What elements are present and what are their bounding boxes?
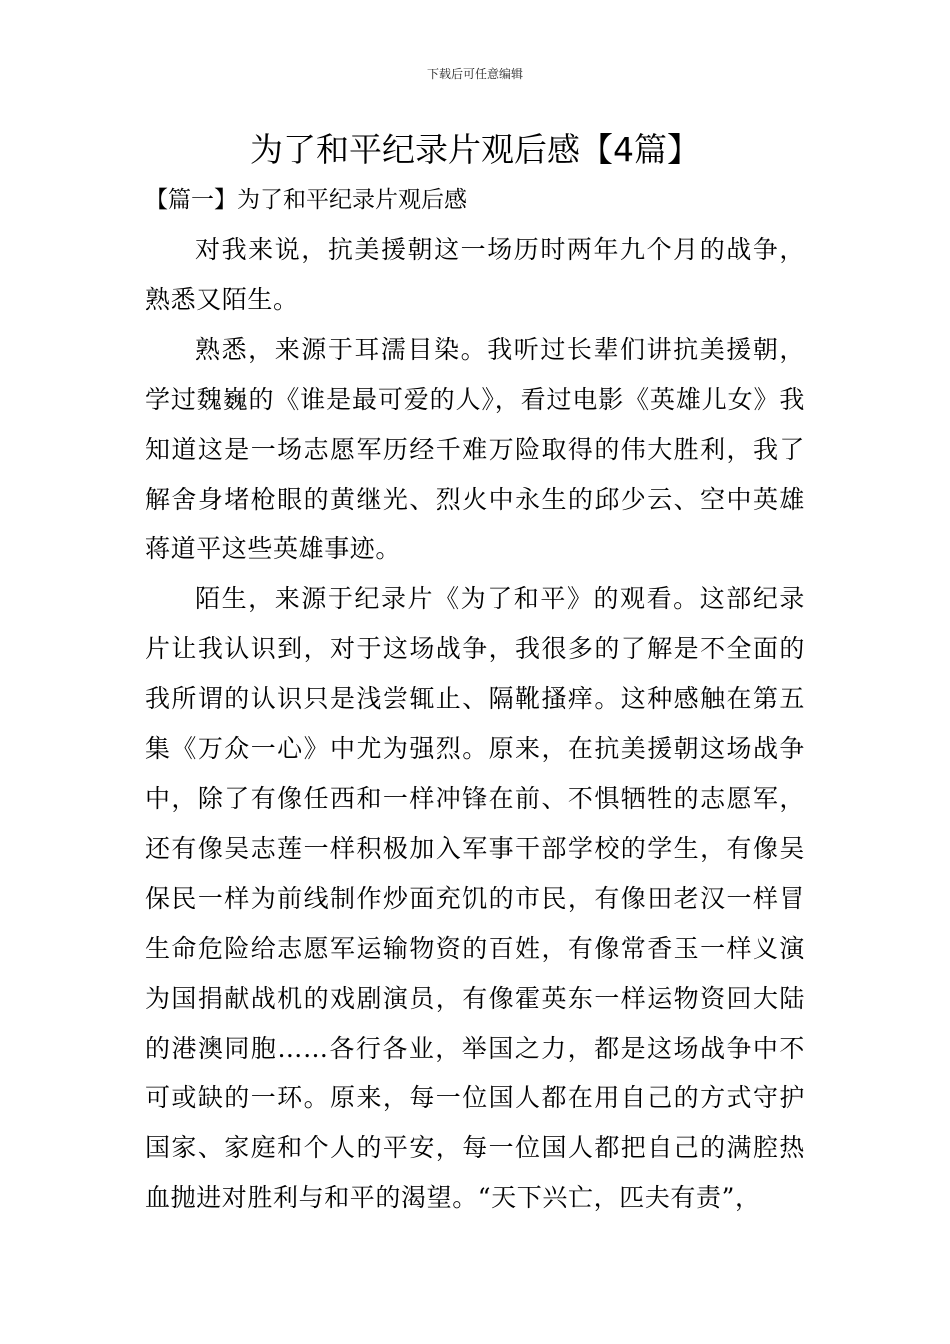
header-note: 下载后可任意编辑 [426, 67, 523, 81]
document-body [145, 225, 805, 1223]
paragraph-3: 陌生，来源于纪录片《为了和平》的观看。这部纪录片让我认识到，对于这场战争，我很多的了解是不全面的我所谓的认识只是浅尝辄止、隔靴搔痒。这种感触在第五集《万众一心》中尤为强烈。原来，在抗美援朝这场战争中，除了有像任西和一样冲锋在前、不惧牺牲的志愿军，还有像吴志莲一样积极加入军事干部学校的学生，有像吴保民一样为前线制作炒面充饥的市民，有像田老汉一样冒生命危险给志愿军运输物资的百姓，有像常香玉一样义演为国捐献战机的戏剧演员，有像霍英东一样运物资回大陆的港澳同胞……各行各业，举国之力，都是这场战争中不可或缺的一环。原来，每一位国人都在用自己的方式守护国家、家庭和个人的平安，每一位国人都把自己的满腔热血抛进对胜利与和平的渴望。“天下兴亡，匹夫有责”， [145, 584, 805, 1213]
document-title: 为了和平纪录片观后感【4篇】 [250, 130, 700, 169]
paragraph-2: 熟悉，来源于耳濡目染。我听过长辈们讲抗美援朝，学过魏巍的《谁是最可爱的人》，看过电影《英雄儿女》我知道这是一场志愿军历经千难万险取得的伟大胜利，我了解舍身堵枪眼的黄继光、烈火中永生的邱少云、空中英雄蒋道平这些英雄事迹。 [145, 334, 805, 564]
paragraph-1: 对我来说，抗美援朝这一场历时两年九个月的战争，熟悉又陌生。 [145, 235, 805, 314]
section-heading: 【篇一】为了和平纪录片观后感 [145, 187, 467, 213]
